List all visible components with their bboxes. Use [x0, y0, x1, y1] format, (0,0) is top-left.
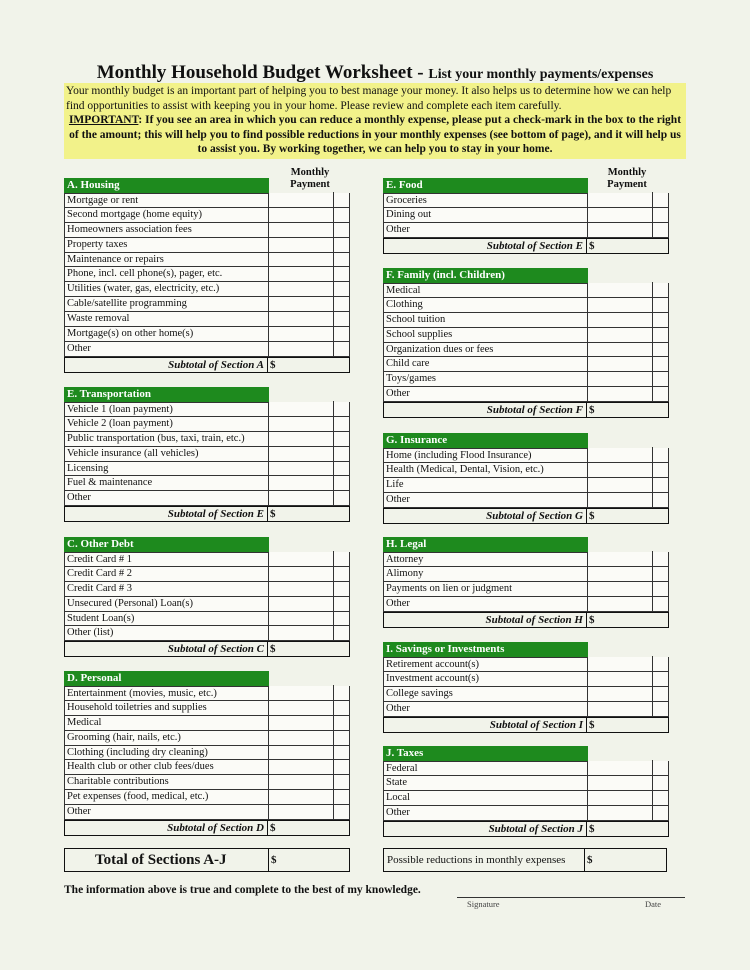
notice-intro: Your monthly budget is an important part of helping you to best manage your money. It also helps us to determine how we can help find opportunities to assist with keeping you in your home. Please review and complete each item carefully.	[66, 85, 672, 112]
expense-label: Credit Card # 1	[64, 552, 269, 567]
amount-field[interactable]	[269, 462, 350, 477]
expense-row	[383, 313, 669, 328]
section-header: H. Legal	[383, 537, 588, 552]
expense-label: Local	[383, 791, 588, 806]
subtotal-row	[383, 402, 669, 418]
expense-label: Health club or other club fees/dues	[64, 760, 269, 775]
expense-row	[64, 805, 350, 820]
expense-row	[383, 776, 669, 791]
amount-field[interactable]	[588, 193, 669, 208]
expense-label: Toys/games	[383, 372, 588, 387]
subtotal-value-field[interactable]: $	[270, 508, 276, 521]
expense-row	[383, 193, 669, 208]
amount-field[interactable]	[588, 343, 669, 358]
expense-label: Other (list)	[64, 626, 269, 641]
expense-row	[383, 343, 669, 358]
expense-label: Alimony	[383, 567, 588, 582]
expense-row	[64, 327, 350, 342]
certification-statement: The information above is true and complete to the best of my knowledge.	[64, 884, 421, 896]
expense-row	[383, 657, 669, 672]
subtotal-label: Subtotal of Section C	[65, 642, 268, 656]
expense-row	[383, 672, 669, 687]
amount-field[interactable]	[588, 448, 669, 463]
date-label: Date	[645, 899, 662, 909]
expense-label: Other	[383, 597, 588, 612]
amount-field[interactable]	[269, 731, 350, 746]
expense-row	[64, 402, 350, 417]
amount-field[interactable]	[588, 597, 669, 612]
expense-label: Other	[383, 806, 588, 821]
subtotal-row	[64, 820, 350, 836]
expense-label: Property taxes	[64, 238, 269, 253]
expense-label: Other	[383, 387, 588, 402]
instructions-notice	[64, 83, 686, 159]
section-g	[383, 433, 669, 524]
section-c	[64, 537, 350, 657]
subtotal-label: Subtotal of Section H	[384, 613, 587, 627]
expense-label: Pet expenses (food, medical, etc.)	[64, 790, 269, 805]
total-label: Total of Sections A-J	[65, 849, 269, 871]
amount-field[interactable]	[269, 447, 350, 462]
subtotal-label: Subtotal of Section J	[384, 822, 587, 836]
expense-row	[64, 238, 350, 253]
amount-field[interactable]	[269, 582, 350, 597]
column-header-right: Monthly Payment	[607, 167, 647, 190]
expense-row	[383, 387, 669, 402]
expense-row	[64, 297, 350, 312]
section-d	[64, 671, 350, 836]
signature-line[interactable]	[457, 897, 685, 898]
amount-field[interactable]	[269, 417, 350, 432]
expense-label: Second mortgage (home equity)	[64, 208, 269, 223]
expense-label: Fuel & maintenance	[64, 476, 269, 491]
expense-row	[64, 312, 350, 327]
amount-field[interactable]	[269, 342, 350, 357]
expense-label: School supplies	[383, 328, 588, 343]
expense-row	[383, 328, 669, 343]
expense-row	[383, 478, 669, 493]
expense-row	[64, 597, 350, 612]
section-rows	[64, 402, 350, 506]
amount-field[interactable]	[588, 776, 669, 791]
section-rows	[383, 283, 669, 402]
total-value-field[interactable]: $	[271, 854, 277, 866]
subtotal-value-field[interactable]: $	[270, 822, 276, 835]
subtotal-row	[64, 506, 350, 522]
expense-label: Entertainment (movies, music, etc.)	[64, 686, 269, 701]
subtotal-label: Subtotal of Section D	[65, 821, 268, 835]
total-sections-box	[64, 848, 350, 872]
expense-label: College savings	[383, 687, 588, 702]
expense-row	[64, 612, 350, 627]
amount-field[interactable]	[588, 387, 669, 402]
amount-field[interactable]	[269, 208, 350, 223]
amount-field[interactable]	[269, 597, 350, 612]
expense-row	[383, 298, 669, 313]
subtotal-label: Subtotal of Section F	[384, 403, 587, 417]
expense-label: Vehicle 1 (loan payment)	[64, 402, 269, 417]
subtotal-row	[383, 612, 669, 628]
amount-field[interactable]	[269, 297, 350, 312]
title-main: Monthly Household Budget Worksheet -	[96, 62, 429, 83]
expense-label: Other	[383, 702, 588, 717]
section-header: J. Taxes	[383, 746, 588, 761]
column-header-left: Monthly Payment	[290, 167, 330, 190]
expense-label: Household toiletries and supplies	[64, 701, 269, 716]
expense-row	[383, 448, 669, 463]
expense-row	[383, 791, 669, 806]
section-header: C. Other Debt	[64, 537, 269, 552]
expense-label: Other	[64, 805, 269, 820]
subtotal-label: Subtotal of Section E	[384, 239, 587, 253]
subtotal-value-field[interactable]: $	[270, 643, 276, 656]
expense-label: Credit Card # 2	[64, 567, 269, 582]
expense-label: Federal	[383, 761, 588, 776]
expense-label: Utilities (water, gas, electricity, etc.)	[64, 282, 269, 297]
expense-row	[64, 447, 350, 462]
subtotal-value-field[interactable]: $	[589, 404, 595, 417]
expense-row	[64, 208, 350, 223]
expense-label: Licensing	[64, 462, 269, 477]
expense-row	[64, 552, 350, 567]
amount-field[interactable]	[269, 491, 350, 506]
expense-row	[64, 253, 350, 268]
expense-label: Other	[383, 493, 588, 508]
subtotal-value-field[interactable]: $	[589, 239, 595, 252]
reductions-label: Possible reductions in monthly expenses	[384, 849, 585, 871]
expense-label: Maintenance or repairs	[64, 253, 269, 268]
expense-label: Mortgage(s) on other home(s)	[64, 327, 269, 342]
amount-field[interactable]	[269, 223, 350, 238]
expense-row	[64, 342, 350, 357]
subtotal-row	[64, 357, 350, 373]
section-header: E. Food	[383, 178, 588, 193]
section-rows	[383, 552, 669, 612]
expense-label: Medical	[383, 283, 588, 298]
amount-field[interactable]	[269, 686, 350, 701]
expense-label: Payments on lien or judgment	[383, 582, 588, 597]
expense-row	[64, 491, 350, 506]
expense-label: Child care	[383, 357, 588, 372]
amount-field[interactable]	[269, 805, 350, 820]
expense-label: Homeowners association fees	[64, 223, 269, 238]
expense-row	[64, 790, 350, 805]
expense-row	[64, 716, 350, 731]
expense-row	[64, 462, 350, 477]
subtotal-value-field[interactable]: $	[270, 358, 276, 371]
amount-field[interactable]	[588, 761, 669, 776]
expense-label: Attorney	[383, 552, 588, 567]
amount-field[interactable]	[269, 626, 350, 641]
expense-row	[64, 760, 350, 775]
title-subtitle: List your monthly payments/expenses	[428, 67, 654, 82]
expense-label: Vehicle 2 (loan payment)	[64, 417, 269, 432]
expense-label: Groceries	[383, 193, 588, 208]
expense-row	[383, 702, 669, 717]
expense-row	[383, 761, 669, 776]
expense-label: Clothing	[383, 298, 588, 313]
expense-row	[383, 463, 669, 478]
expense-row	[383, 372, 669, 387]
section-rows	[383, 448, 669, 508]
expense-row	[383, 223, 669, 238]
expense-row	[64, 686, 350, 701]
subtotal-value-field[interactable]: $	[589, 718, 595, 731]
reductions-value-field[interactable]: $	[587, 854, 593, 866]
section-j	[383, 746, 669, 837]
section-header: I. Savings or Investments	[383, 642, 588, 657]
subtotal-row	[64, 641, 350, 657]
amount-field[interactable]	[588, 552, 669, 567]
expense-row	[64, 193, 350, 208]
amount-field[interactable]	[269, 312, 350, 327]
possible-reductions-box	[383, 848, 667, 872]
expense-label: Dining out	[383, 208, 588, 223]
expense-label: State	[383, 776, 588, 791]
amount-field[interactable]	[588, 298, 669, 313]
amount-field[interactable]	[269, 402, 350, 417]
section-header: E. Transportation	[64, 387, 269, 402]
amount-field[interactable]	[588, 478, 669, 493]
amount-field[interactable]	[269, 253, 350, 268]
expense-row	[383, 582, 669, 597]
subtotal-value-field[interactable]: $	[589, 613, 595, 626]
notice-important	[66, 113, 684, 157]
amount-field[interactable]	[269, 746, 350, 761]
expense-label: Other	[64, 342, 269, 357]
amount-field[interactable]	[588, 567, 669, 582]
signature-label: Signature	[467, 899, 500, 909]
expense-label: Medical	[64, 716, 269, 731]
amount-field[interactable]	[269, 476, 350, 491]
amount-field[interactable]	[588, 657, 669, 672]
expense-label: Investment account(s)	[383, 672, 588, 687]
expense-row	[383, 552, 669, 567]
section-rows	[64, 552, 350, 641]
subtotal-label: Subtotal of Section E	[65, 507, 268, 521]
amount-field[interactable]	[269, 193, 350, 208]
amount-field[interactable]	[269, 552, 350, 567]
section-e	[383, 178, 669, 254]
expense-label: Organization dues or fees	[383, 343, 588, 358]
section-h	[383, 537, 669, 628]
amount-field[interactable]	[269, 282, 350, 297]
expense-row	[64, 417, 350, 432]
expense-row	[383, 597, 669, 612]
amount-field[interactable]	[588, 493, 669, 508]
amount-field[interactable]	[269, 701, 350, 716]
subtotal-label: Subtotal of Section A	[65, 358, 268, 372]
expense-row	[64, 267, 350, 282]
expense-label: Retirement account(s)	[383, 657, 588, 672]
expense-row	[383, 806, 669, 821]
amount-field[interactable]	[269, 567, 350, 582]
expense-row	[64, 476, 350, 491]
expense-row	[64, 746, 350, 761]
amount-field[interactable]	[269, 432, 350, 447]
important-label: IMPORTANT	[68, 114, 139, 127]
amount-field[interactable]	[269, 790, 350, 805]
expense-label: Other	[383, 223, 588, 238]
expense-label: Credit Card # 3	[64, 582, 269, 597]
expense-label: Other	[64, 491, 269, 506]
important-text: : If you see an area in which you can reduce a monthly expense, please put a check-mark in the box to the right of the amount; this will help you to find possible reductions in your monthly expenses (see bottom of page), and it will help us to assist you. By working together, we can help you to stay in your home.	[69, 114, 682, 156]
expense-row	[383, 208, 669, 223]
section-rows	[383, 193, 669, 238]
expense-label: Waste removal	[64, 312, 269, 327]
amount-field[interactable]	[588, 357, 669, 372]
amount-field[interactable]	[588, 328, 669, 343]
section-f	[383, 268, 669, 418]
amount-field[interactable]	[588, 223, 669, 238]
expense-row	[383, 687, 669, 702]
amount-field[interactable]	[269, 267, 350, 282]
expense-row	[383, 493, 669, 508]
section-rows	[64, 686, 350, 820]
amount-field[interactable]	[588, 687, 669, 702]
subtotal-row	[383, 821, 669, 837]
section-b	[64, 387, 350, 522]
amount-field[interactable]	[269, 760, 350, 775]
expense-row	[383, 567, 669, 582]
expense-label: Life	[383, 478, 588, 493]
amount-field[interactable]	[269, 716, 350, 731]
amount-field[interactable]	[269, 327, 350, 342]
amount-field[interactable]	[588, 672, 669, 687]
section-header: A. Housing	[64, 178, 269, 193]
expense-row	[64, 626, 350, 641]
expense-label: Charitable contributions	[64, 775, 269, 790]
subtotal-value-field[interactable]: $	[589, 509, 595, 522]
expense-row	[64, 223, 350, 238]
subtotal-row	[383, 717, 669, 733]
section-rows	[383, 657, 669, 717]
section-header: G. Insurance	[383, 433, 588, 448]
expense-label: Cable/satellite programming	[64, 297, 269, 312]
subtotal-row	[383, 238, 669, 254]
subtotal-value-field[interactable]: $	[589, 822, 595, 835]
section-rows	[383, 761, 669, 821]
expense-row	[64, 701, 350, 716]
expense-label: Public transportation (bus, taxi, train, etc.)	[64, 432, 269, 447]
amount-field[interactable]	[269, 238, 350, 253]
amount-field[interactable]	[588, 313, 669, 328]
amount-field[interactable]	[588, 283, 669, 298]
expense-row	[383, 283, 669, 298]
expense-row	[64, 582, 350, 597]
expense-row	[64, 432, 350, 447]
section-a	[64, 178, 350, 373]
expense-label: Mortgage or rent	[64, 193, 269, 208]
amount-field[interactable]	[588, 372, 669, 387]
expense-row	[64, 282, 350, 297]
amount-field[interactable]	[269, 775, 350, 790]
expense-row	[64, 567, 350, 582]
subtotal-row	[383, 508, 669, 524]
expense-label: Health (Medical, Dental, Vision, etc.)	[383, 463, 588, 478]
section-rows	[64, 193, 350, 357]
expense-label: Grooming (hair, nails, etc.)	[64, 731, 269, 746]
expense-row	[64, 775, 350, 790]
expense-label: School tuition	[383, 313, 588, 328]
section-i	[383, 642, 669, 733]
expense-label: Clothing (including dry cleaning)	[64, 746, 269, 761]
subtotal-label: Subtotal of Section I	[384, 718, 587, 732]
amount-field[interactable]	[588, 791, 669, 806]
expense-row	[383, 357, 669, 372]
amount-field[interactable]	[588, 208, 669, 223]
expense-label: Vehicle insurance (all vehicles)	[64, 447, 269, 462]
subtotal-label: Subtotal of Section G	[384, 509, 587, 523]
amount-field[interactable]	[588, 582, 669, 597]
amount-field[interactable]	[588, 463, 669, 478]
expense-label: Home (including Flood Insurance)	[383, 448, 588, 463]
expense-label: Phone, incl. cell phone(s), pager, etc.	[64, 267, 269, 282]
amount-field[interactable]	[588, 806, 669, 821]
amount-field[interactable]	[588, 702, 669, 717]
section-header: D. Personal	[64, 671, 269, 686]
expense-row	[64, 731, 350, 746]
expense-label: Student Loan(s)	[64, 612, 269, 627]
expense-label: Unsecured (Personal) Loan(s)	[64, 597, 269, 612]
amount-field[interactable]	[269, 612, 350, 627]
section-header: F. Family (incl. Children)	[383, 268, 588, 283]
